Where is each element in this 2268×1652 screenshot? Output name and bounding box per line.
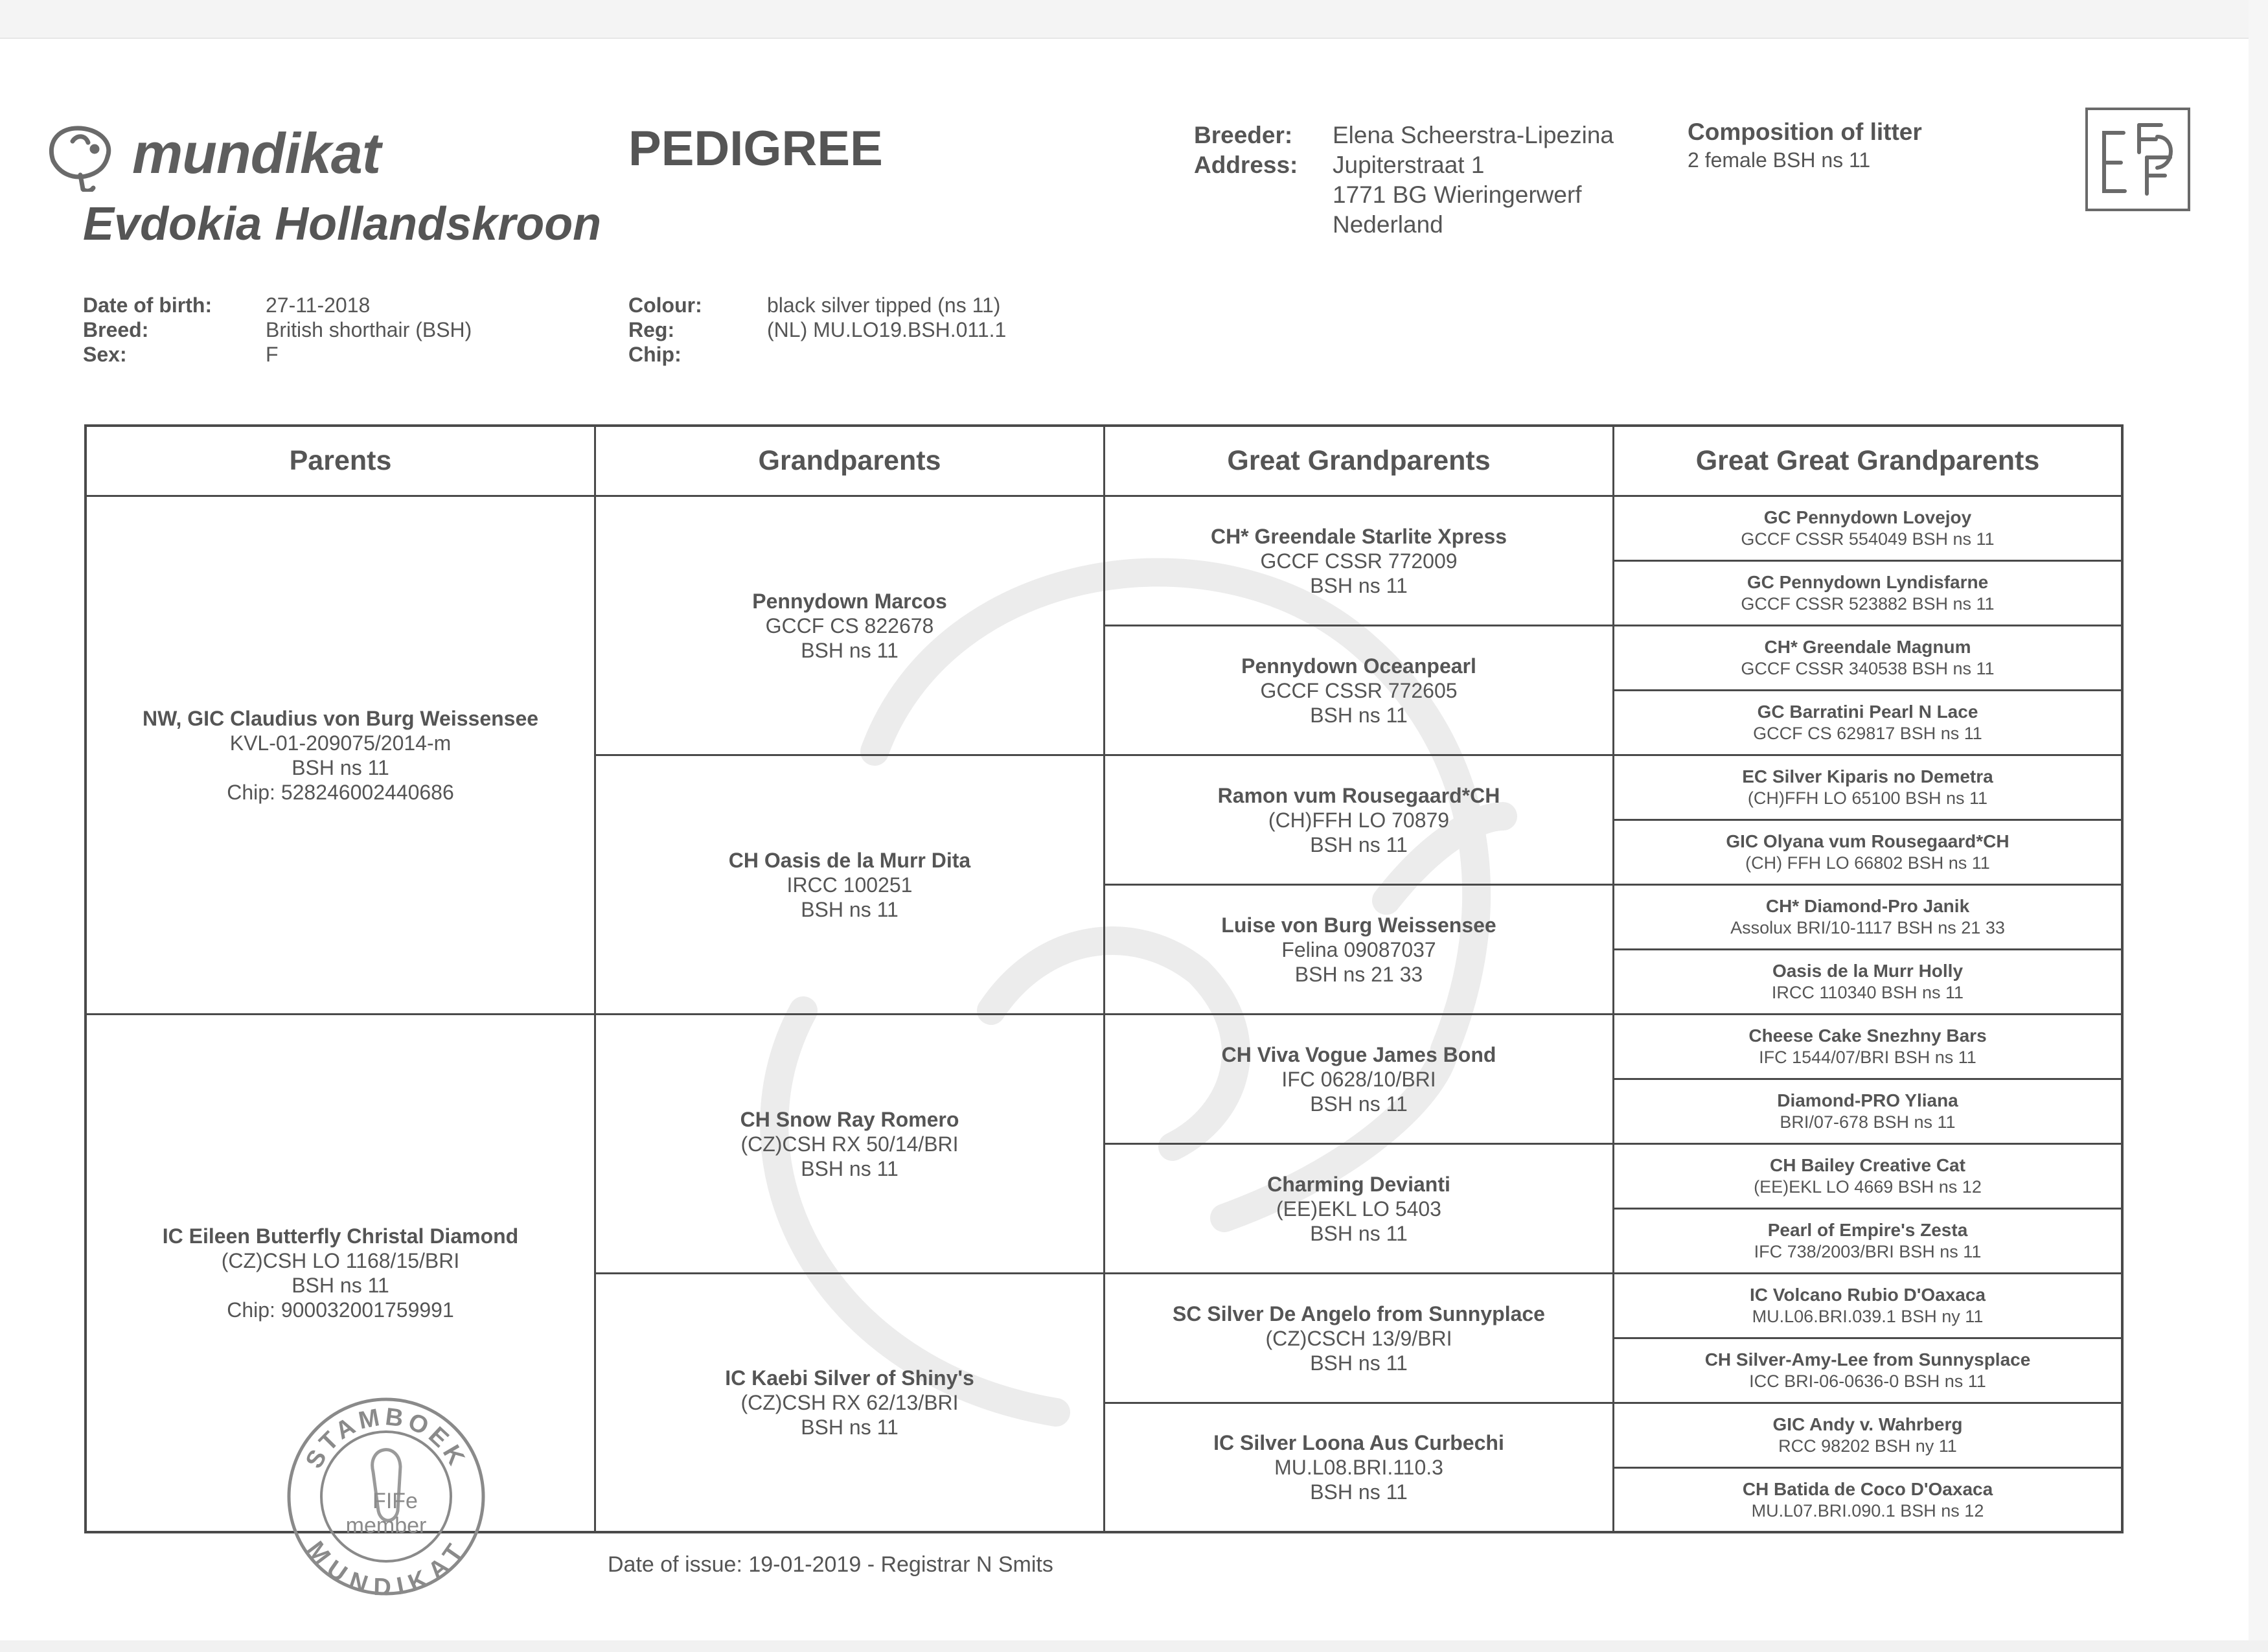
great-grandparent: [1105, 497, 1614, 626]
litter-composition: [1688, 119, 1922, 172]
great-great-grandparent: [1614, 626, 2121, 691]
ancestor-colour: BSH ns 11: [1310, 1480, 1408, 1504]
ancestor-chip: Chip: 900032001759991: [227, 1298, 454, 1322]
great-great-grandparent: [1614, 756, 2121, 821]
grandparent: [596, 756, 1105, 1015]
ancestor-colour: BSH ns 11: [1310, 1221, 1408, 1245]
ancestor-details: ICC BRI-06-0636-0 BSH ns 11: [1749, 1371, 1986, 1391]
ancestor-colour: BSH ns 11: [1310, 1351, 1408, 1375]
ancestor-details: (CH) FFH LO 66802 BSH ns 11: [1745, 853, 1990, 873]
ancestor-name: Pennydown Marcos: [752, 589, 947, 613]
ancestor-name: EC Silver Kiparis no Demetra: [1742, 766, 1993, 786]
composition-label: Composition of litter: [1688, 119, 1922, 145]
ancestor-name: CH Bailey Creative Cat: [1770, 1155, 1965, 1175]
ancestor-details: GCCF CSSR 523882 BSH ns 11: [1741, 594, 1995, 614]
ancestor-reg: (CZ)CSH RX 50/14/BRI: [740, 1132, 959, 1156]
document-title: PEDIGREE: [628, 121, 883, 176]
ancestor-colour: BSH ns 11: [1310, 832, 1408, 856]
great-great-grandparent: [1614, 886, 2121, 950]
ancestor-reg: (CZ)CSH LO 1168/15/BRI: [221, 1249, 460, 1272]
ancestor-colour: BSH ns 11: [292, 755, 389, 779]
great-great-grandparent: [1614, 950, 2121, 1015]
header-grandparents: Grandparents: [596, 427, 1105, 497]
great-great-grandparent: [1614, 1274, 2121, 1339]
stamp-inner-text: FIFe: [372, 1489, 418, 1513]
colour-label: Colour:: [628, 293, 702, 317]
ancestor-details: IFC 738/2003/BRI BSH ns 11: [1754, 1242, 1982, 1261]
ancestor-name: IC Eileen Butterfly Christal Diamond: [162, 1224, 519, 1248]
brand-name: mundikat: [132, 121, 381, 185]
ancestor-name: CH Oasis de la Murr Dita: [728, 848, 971, 872]
address-label: Address:: [1194, 152, 1298, 178]
ancestor-reg: (EE)EKL LO 5403: [1276, 1197, 1441, 1221]
ancestor-colour: BSH ns 11: [801, 638, 899, 662]
address-line: Jupiterstraat 1: [1333, 152, 1485, 178]
ancestor-details: MU.L07.BRI.090.1 BSH ns 12: [1751, 1500, 1984, 1520]
ancestor-details: MU.L06.BRI.039.1 BSH ny 11: [1752, 1307, 1984, 1326]
ancestor-name: Diamond-PRO Yliana: [1777, 1090, 1958, 1110]
ancestor-reg: IFC 0628/10/BRI: [1281, 1067, 1436, 1091]
ancestor-details: GCCF CSSR 554049 BSH ns 11: [1741, 529, 1995, 549]
ancestor-details: IRCC 110340 BSH ns 11: [1771, 983, 1964, 1002]
ancestor-colour: BSH ns 11: [801, 897, 899, 921]
ancestor-details: GCCF CSSR 340538 BSH ns 11: [1741, 659, 1995, 678]
cat-name: Evdokia Hollandskroon: [83, 198, 602, 250]
ancestor-colour: BSH ns 11: [292, 1274, 389, 1297]
great-grandparent: [1105, 1404, 1614, 1531]
issue-date: Date of issue: 19-01-2019 - Registrar N Smits: [608, 1552, 1053, 1577]
header-great-great-grandparents: Great Great Grandparents: [1614, 427, 2121, 497]
ancestor-name: NW, GIC Claudius von Burg Weissensee: [142, 706, 539, 730]
ancestor-reg: (CZ)CSCH 13/9/BRI: [1265, 1326, 1452, 1350]
ancestor-reg: GCCF CS 822678: [765, 614, 934, 637]
ancestor-name: Ramon vum Rousegaard*CH: [1217, 783, 1500, 807]
ancestor-reg: GCCF CSSR 772605: [1260, 678, 1458, 702]
ancestor-reg: Felina 09087037: [1281, 937, 1436, 961]
ancestor-name: CH* Greendale Magnum: [1764, 637, 1971, 657]
great-great-grandparent: [1614, 821, 2121, 886]
ancestor-name: Pearl of Empire's Zesta: [1767, 1220, 1968, 1240]
ancestor-reg: (CH)FFH LO 70879: [1268, 808, 1450, 832]
ancestor-colour: BSH ns 21 33: [1294, 962, 1423, 986]
ancestor-reg: IRCC 100251: [786, 873, 913, 897]
ancestor-reg: GCCF CSSR 772009: [1260, 549, 1458, 573]
sex-label: Sex:: [83, 343, 127, 366]
sex-value: F: [266, 343, 279, 366]
ancestor-name: GIC Andy v. Wahrberg: [1772, 1414, 1963, 1434]
composition-value: 2 female BSH ns 11: [1688, 148, 1871, 172]
great-great-grandparent: [1614, 1469, 2121, 1531]
ancestor-name: CH Silver-Amy-Lee from Sunnysplace: [1704, 1349, 2031, 1370]
ancestor-colour: BSH ns 11: [1310, 703, 1408, 727]
ancestor-colour: BSH ns 11: [1310, 1092, 1408, 1116]
great-great-grandparent: [1614, 562, 2121, 626]
ancestor-chip: Chip: 528246002440686: [227, 780, 454, 804]
grandparent: [596, 497, 1105, 756]
stamp-bottom-text: MUNDIKAT: [301, 1536, 471, 1599]
fife-logo-icon: [2085, 107, 2191, 212]
great-great-grandparent: [1614, 691, 2121, 756]
ancestor-name: Charming Devianti: [1267, 1172, 1450, 1196]
breeder-label: Breeder:: [1194, 122, 1293, 148]
stamp-top-text: STAMBOEK: [300, 1403, 472, 1473]
great-great-grandparent: [1614, 1015, 2121, 1080]
cat-head-icon: [40, 115, 123, 192]
great-great-grandparent: [1614, 1339, 2121, 1404]
svg-text:MUNDIKAT: [301, 1537, 470, 1599]
great-grandparent: [1105, 1274, 1614, 1404]
ancestor-reg: (CZ)CSH RX 62/13/BRI: [740, 1391, 959, 1414]
stamp-inner-text: member: [345, 1513, 427, 1538]
ancestor-details: Assolux BRI/10-1117 BSH ns 21 33: [1730, 918, 2005, 937]
scan-edge-right: [2249, 0, 2268, 1652]
ancestor-name: CH Batida de Coco D'Oaxaca: [1742, 1478, 1993, 1499]
ancestor-name: CH* Greendale Starlite Xpress: [1210, 524, 1507, 548]
great-great-grandparent: [1614, 1145, 2121, 1210]
dob-value: 27-11-2018: [266, 293, 371, 317]
ancestor-name: IC Silver Loona Aus Curbechi: [1213, 1431, 1504, 1454]
ancestor-name: SC Silver De Angelo from Sunnyplace: [1173, 1302, 1545, 1325]
parent-sire: [87, 497, 596, 1015]
great-great-grandparent: [1614, 1210, 2121, 1274]
ancestor-colour: BSH ns 11: [801, 1156, 899, 1180]
header-great-grandparents: Great Grandparents: [1105, 427, 1614, 497]
ancestor-name: IC Volcano Rubio D'Oaxaca: [1750, 1285, 1986, 1305]
breed-label: Breed:: [83, 318, 149, 341]
breeder-name: Elena Scheerstra-Lipezina: [1333, 122, 1614, 148]
ancestor-colour: BSH ns 11: [1310, 573, 1408, 597]
svg-text:STAMBOEK: [301, 1403, 472, 1473]
ancestor-name: CH* Diamond-Pro Janik: [1765, 896, 1970, 916]
ancestor-details: IFC 1544/07/BRI BSH ns 11: [1759, 1048, 1976, 1067]
dob-label: Date of birth:: [83, 293, 212, 317]
ancestor-name: GC Pennydown Lyndisfarne: [1747, 572, 1989, 592]
great-grandparent: [1105, 1145, 1614, 1274]
grandparent: [596, 1015, 1105, 1274]
ancestor-name: Luise von Burg Weissensee: [1221, 913, 1496, 937]
address-line: 1771 BG Wieringerwerf: [1333, 181, 1582, 208]
breed-value: British shorthair (BSH): [266, 318, 472, 341]
stamboek-stamp: [284, 1394, 488, 1599]
ancestor-colour: BSH ns 11: [801, 1416, 899, 1439]
header-parents: Parents: [87, 427, 596, 497]
scan-edge-top: [0, 0, 2268, 39]
ancestor-details: BRI/07-678 BSH ns 11: [1780, 1112, 1956, 1132]
great-great-grandparent: [1614, 1080, 2121, 1145]
ancestor-name: GC Pennydown Lovejoy: [1763, 507, 1972, 527]
ancestor-name: Pennydown Oceanpearl: [1241, 654, 1476, 678]
ancestor-details: (CH)FFH LO 65100 BSH ns 11: [1747, 788, 1988, 808]
ancestor-reg: KVL-01-209075/2014-m: [229, 731, 452, 755]
great-great-grandparent: [1614, 1404, 2121, 1469]
ancestor-details: (EE)EKL LO 4669 BSH ns 12: [1754, 1177, 1982, 1197]
scan-edge-bottom: [0, 1640, 2268, 1652]
pedigree-table: [84, 424, 2124, 1533]
colour-value: black silver tipped (ns 11): [767, 293, 1001, 317]
ancestor-name: CH Snow Ray Romero: [740, 1107, 959, 1131]
ancestor-name: Oasis de la Murr Holly: [1772, 961, 1964, 981]
grandparent: [596, 1274, 1105, 1531]
ancestor-reg: MU.L08.BRI.110.3: [1274, 1456, 1443, 1479]
ancestor-name: GC Barratini Pearl N Lace: [1757, 702, 1978, 722]
ancestor-details: RCC 98202 BSH ny 11: [1778, 1436, 1957, 1456]
ancestor-details: GCCF CS 629817 BSH ns 11: [1753, 724, 1982, 743]
great-grandparent: [1105, 886, 1614, 1015]
great-great-grandparent: [1614, 497, 2121, 562]
ancestor-name: CH Viva Vogue James Bond: [1221, 1042, 1496, 1066]
ancestor-name: IC Kaebi Silver of Shiny's: [725, 1366, 974, 1390]
ancestor-name: GIC Olyana vum Rousegaard*CH: [1726, 831, 2010, 851]
address-line: Nederland: [1333, 211, 1443, 238]
chip-label: Chip:: [628, 343, 682, 366]
ancestor-name: Cheese Cake Snezhny Bars: [1748, 1026, 1987, 1046]
reg-value: (NL) MU.LO19.BSH.011.1: [767, 318, 1007, 341]
mundikat-logo: [40, 115, 380, 192]
great-grandparent: [1105, 626, 1614, 756]
reg-label: Reg:: [628, 318, 675, 341]
great-grandparent: [1105, 756, 1614, 886]
great-grandparent: [1105, 1015, 1614, 1145]
